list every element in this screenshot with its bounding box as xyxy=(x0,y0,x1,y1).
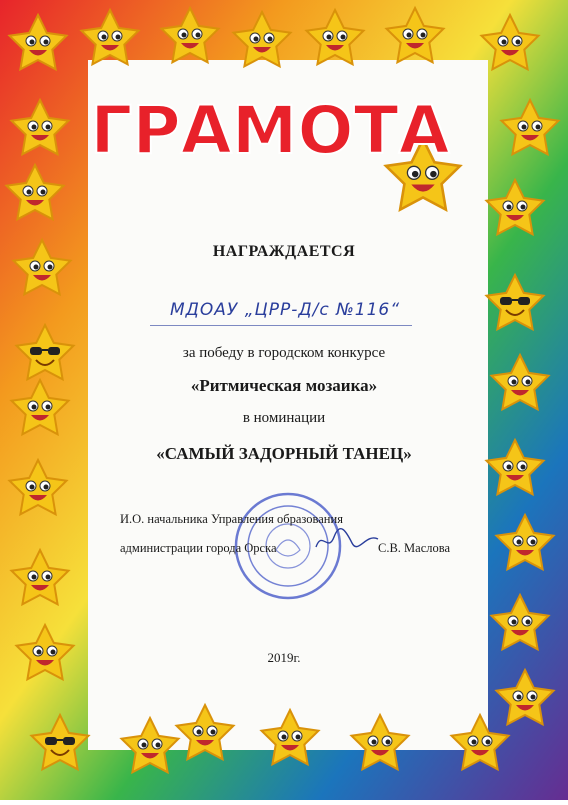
for-win-line: за победу в городском конкурсе xyxy=(182,345,386,361)
signatory-position: И.О. начальника Управления образования xyxy=(120,512,343,526)
signatory-name: С.В. Маслова xyxy=(378,541,451,555)
handwritten-signature xyxy=(312,525,382,555)
recipient-underline xyxy=(150,325,412,326)
contest-name: «Ритмическая мозаика» xyxy=(190,376,378,395)
title-text: ГРАМОТА xyxy=(90,92,450,169)
recipient-name: МДОАУ „ЦРР-Д/с №116“ xyxy=(169,300,401,320)
certificate-title xyxy=(0,85,568,175)
signatory-organization: администрации города Орска xyxy=(120,541,277,555)
year: 2019г. xyxy=(267,650,301,665)
award-line: НАГРАЖДАЕТСЯ xyxy=(212,243,356,260)
nomination-name: «САМЫЙ ЗАДОРНЫЙ ТАНЕЦ» xyxy=(156,444,412,463)
nomination-line: в номинации xyxy=(242,410,326,426)
